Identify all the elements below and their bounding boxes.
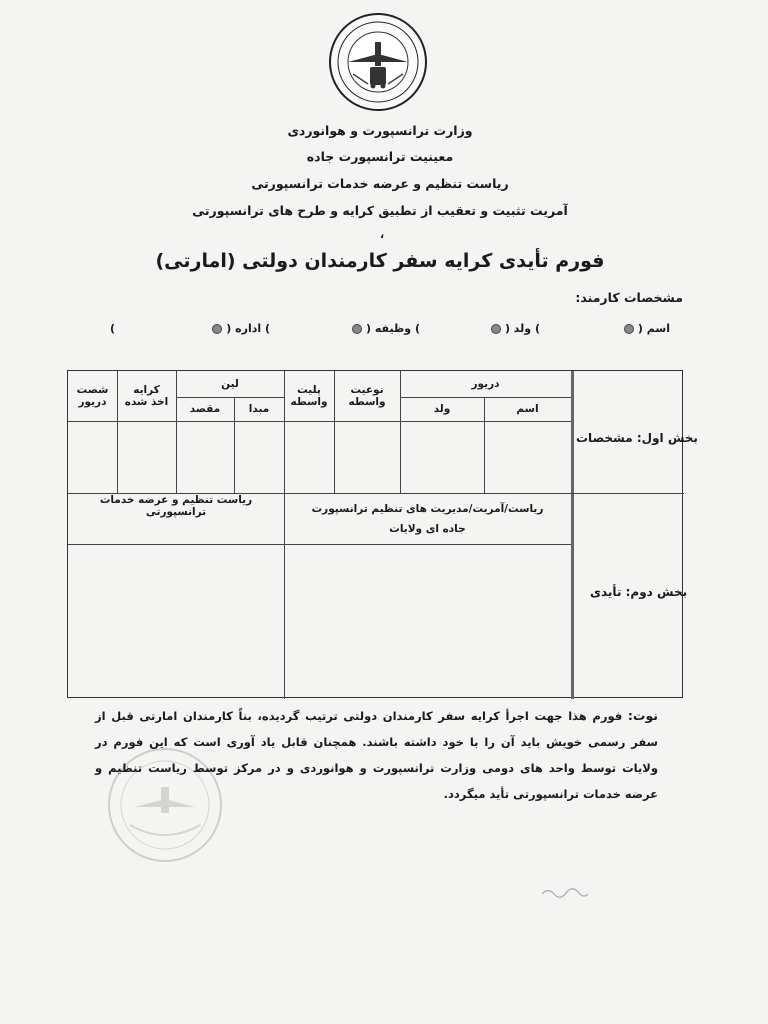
office-field[interactable] [212,322,270,335]
footer-note [95,703,658,807]
part-one-label: بخش اول: مشخصات [576,431,698,445]
name-field[interactable] [624,322,670,335]
handwritten-mark [540,885,590,899]
department-name: آمریت تثبیت و تعقیب از تطبیق کرایه و طرح های ترانسپورتی [192,203,568,218]
name-field-label: اسم ( [637,322,670,335]
route-header: لین [221,378,239,390]
form-table [67,370,698,698]
plate-header: پلیت واسطه [290,384,328,408]
position-field-label: ) وظیفه ( [366,322,420,335]
ministry-name: وزارت ترانسپورت و هوانوردی [287,123,473,138]
fare-header: کرایه اخذ شده [124,384,169,408]
employee-fields-row [100,322,670,342]
name-bullet-icon [624,324,634,334]
central-authority-header: ریاست تنظیم و عرضه خدمات ترانسپورتی [99,494,253,518]
thumbprint-header: شصت دریور [76,384,109,408]
header-mark: ، [380,228,385,241]
father-field-label: ) ولد ( [504,322,540,335]
form-title: فورم تأیدی کرایه سفر کارمندان دولتی (امارتی) [155,250,605,272]
employee-section-label: مشخصات کارمند: [575,290,683,305]
directorate-name: ریاست تنظیم و عرضه خدمات ترانسپورتی [251,176,509,191]
vehicle-type-header: نوعیت واسطه [348,384,386,408]
position-field[interactable] [352,322,420,335]
driver-header: دریور [471,378,500,390]
route-origin-header: مبدا [248,403,270,415]
father-field[interactable] [491,322,540,335]
part-two-label: بخش دوم: تأیدی [590,585,688,599]
driver-name-header: اسم [516,403,539,415]
father-bullet-icon [491,324,501,334]
ministry-logo [323,12,433,112]
office-field-label: ) اداره ( [226,322,270,335]
office-field-close: ) [109,322,115,335]
note-text: فورم هذا جهت اجرأ کرایه سفر کارمندان دولتی ترتیب گردیده، بناً کارمندان امارتی قبل از سفر رسمی خویش باید آن را با خود داشته باشند. همچنان قابل یاد آوری است که این فورم در ولایات توسط واحد های دومی وزارت ترانسپورت و هوانوردی و در مرکز توسط ریاست تنظیم و عرضه خدمات ترانسپورتی تأید میگردد. [95,709,658,801]
office-bullet-icon [212,324,222,334]
note-label: نوت: [627,708,658,723]
deputy-ministry-name: معینیت ترانسپورت جاده [306,149,454,164]
route-destination-header: مقصد [189,403,221,415]
position-bullet-icon [352,324,362,334]
driver-father-header: ولد [433,403,451,415]
provincial-authority-header: ریاست/آمریت/مدیریت های تنظیم ترانسپورت جاده ای ولایات [311,503,544,535]
